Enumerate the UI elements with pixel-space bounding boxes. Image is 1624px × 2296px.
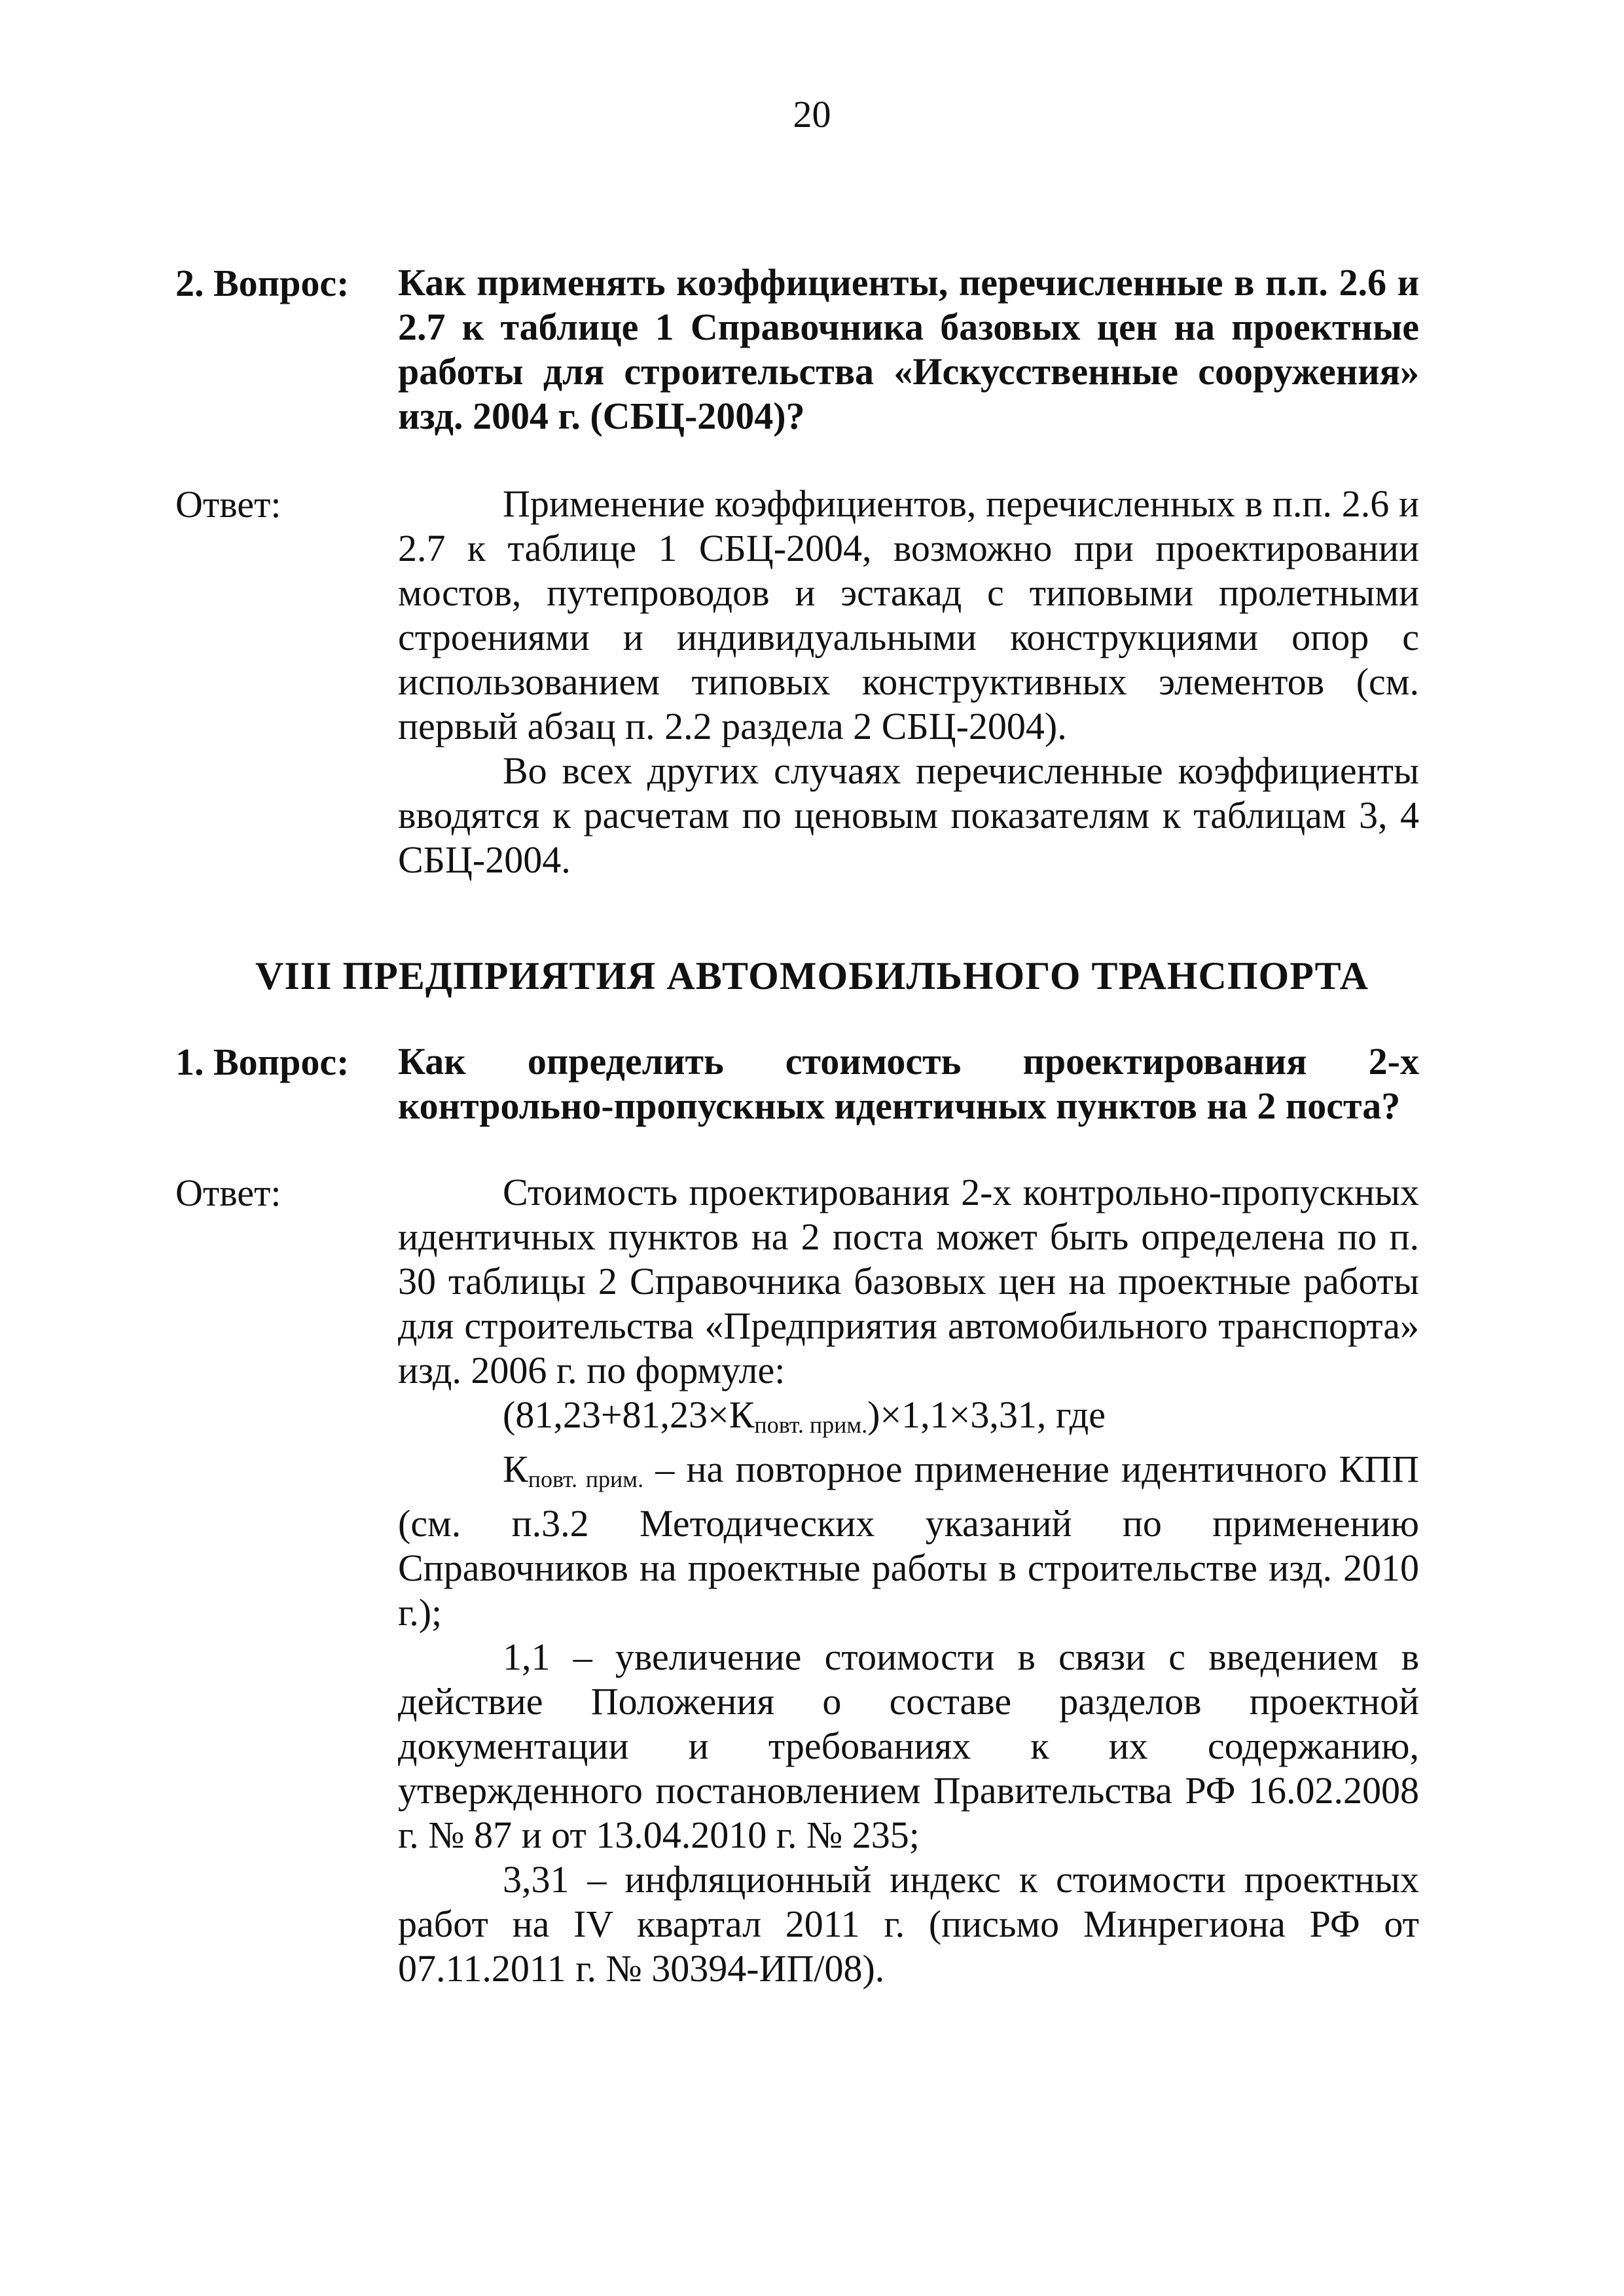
k-description: – на повторное применение идентичного КПП (см. п.3.2 Методических указаний по применению Справочников на проектные работы в строительстве изд. 2010 г.); <box>398 1448 1419 1634</box>
question-text: Как применять коэффициенты, перечисленные в п.п. 2.6 и 2.7 к таблице 1 Справочника базовых цен на проектные работы для строительства «Искусственные сооружения» изд. 2004 г. (СБЦ-2004)? <box>398 261 1419 437</box>
answer-2-block <box>175 482 1419 882</box>
answer-intro: Стоимость проектирования 2-х контрольно-пропускных идентичных пунктов на 2 поста может быть определена по п. 30 таблицы 2 Справочника базовых цен на проектные работы для строительства «Предприятия автомобильного транспорта» изд. 2006 г. по формуле: <box>398 1171 1419 1391</box>
answer-1-block <box>175 1170 1419 1991</box>
formula-subscript: повт. прим. <box>754 1412 868 1438</box>
question-1-block <box>175 1039 1419 1128</box>
formula <box>398 1393 1419 1447</box>
coefficient-3-31: 3,31 – инфляционный индекс к стоимости проектных работ на IV квартал 2011 г. (письмо Минрегиона РФ от 07.11.2011 г. № 30394-ИП/08). <box>398 1858 1419 1990</box>
coefficient-1-1: 1,1 – увеличение стоимости в связи с введением в действие Положения о составе разделов проектной документации и требованиях к их содержанию, утвержденного постановлением Правительства РФ 16.02.2008 г. № 87 и от 13.04.2010 г. № 235; <box>398 1636 1419 1856</box>
answer-paragraph: Применение коэффициентов, перечисленных в п.п. 2.6 и 2.7 к таблице 1 СБЦ-2004, возможно при проектировании мостов, путепроводов и эстакад с типовыми пролетными строениями и индивидуальными конструкциями опор с использованием типовых конструктивных элементов (см. первый абзац п. 2.2 раздела 2 СБЦ-2004). <box>398 482 1419 747</box>
k-subscript: повт. прим. <box>528 1466 644 1492</box>
answer-label: Ответ: <box>175 483 281 526</box>
k-symbol: К <box>503 1448 528 1490</box>
question-label: 2. Вопрос: <box>175 262 350 304</box>
answer-label: Ответ: <box>175 1172 281 1214</box>
answer-paragraph: Во всех других случаях перечисленные коэффициенты вводятся к расчетам по ценовым показателям к таблицам 3, 4 СБЦ-2004. <box>398 749 1419 881</box>
answer-text <box>398 1170 1419 1991</box>
coefficient-k <box>398 1447 1419 1635</box>
question-label: 1. Вопрос: <box>175 1041 350 1083</box>
page-number: 20 <box>793 93 831 135</box>
answer-text <box>398 482 1419 882</box>
question-2-block <box>175 260 1419 439</box>
section-title: VIII ПРЕДПРИЯТИЯ АВТОМОБИЛЬНОГО ТРАНСПОРТА <box>255 954 1369 997</box>
formula-part: )×1,1×3,31, где <box>867 1393 1106 1436</box>
formula-part: (81,23+81,23×К <box>503 1393 755 1436</box>
question-text: Как определить стоимость проектирования 2-х контрольно-пропускных идентичных пунктов на 2 поста? <box>398 1040 1419 1127</box>
